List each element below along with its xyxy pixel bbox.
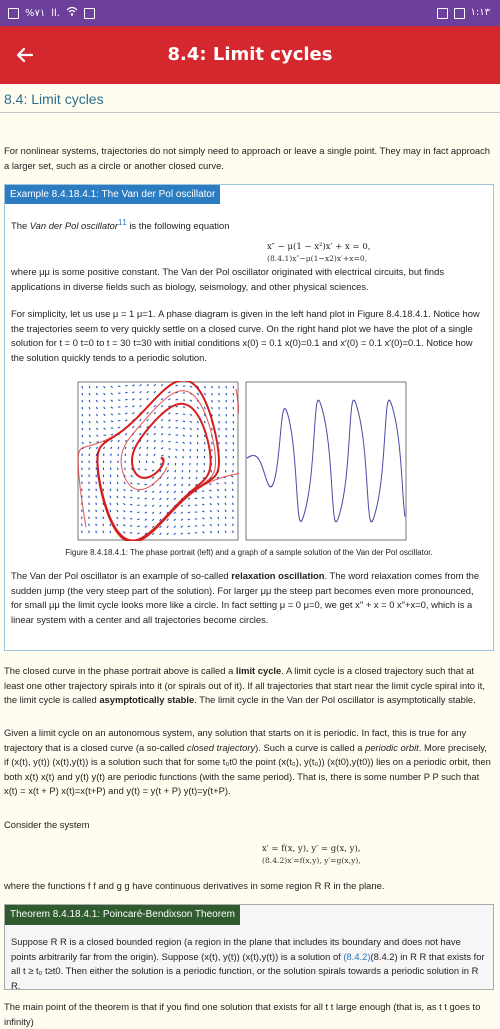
signal-text: ll. xyxy=(51,7,60,22)
theorem-box xyxy=(4,904,494,990)
periodic-orbit-paragraph: Given a limit cycle on an autonomous system, any solution that starts on it is periodic. In fact, this is true for any trajectory that is a closed curve (a so-called closed trajectory). Such a curve is called a periodic orbit. More precisely, if (x(t), y(t)) (x(t),y(t)) is a solution such that for some t₀t0 the point (x(t₀), y(t₀)) (x(t0),y(t0)) lies on a periodic orbit, then both x(t) x(t) and y(t) y(t) are periodic functions (with the same period). That is, there is some number P P such that x(t) = x(t + P) x(t)=x(t+P) and y(t) = y(t + P) y(t)=y(t+P). xyxy=(4,726,492,799)
functions-paragraph: where the functions f f and g g have continuous derivatives in some region R R in the plane. xyxy=(4,879,492,894)
autonomous-system-equation: x′ = f(x, y), y′ = g(x, y), (8.4.2)x′=f(x,y), y′=g(x,y), xyxy=(262,844,361,866)
notification-icon xyxy=(8,8,19,19)
gallery-icon xyxy=(454,8,465,19)
example-paragraph-3: For simplicity, let us use μ = 1 μ=1. A phase diagram is given in the left hand plot in Figure 8.4.18.4.1. Notice how the trajectories seem to very quickly settle on a closed curve. On the right hand plot we have the plot of a single solution for t = 0 t=0 to t = 30 t=30 with initial conditions x(0) = 0.1 x(0)=0.1 and x′(0) = 0.1 x′(0)=0.1. Notice how the solution quickly tends to a periodic solution. xyxy=(11,307,487,365)
figure xyxy=(77,381,407,541)
consider-system-text: Consider the system xyxy=(4,818,492,833)
theorem-header: Theorem 8.4.18.4.1: Poincaré-Bendixson Theorem xyxy=(5,905,240,925)
app-icon xyxy=(84,8,95,19)
sim-icon xyxy=(437,8,448,19)
phase-portrait-plot xyxy=(77,381,239,541)
theorem-discussion-text: The main point of the theorem is that if you find one solution that exists for all t t large enough (that is, as t t goes to infinity) xyxy=(4,1000,492,1029)
example-paragraph-2: where μμ is some positive constant. The Van der Pol oscillator originated with electrical circuits, but finds applications in diverse fields such as biology, seismology, and other physical sciences. xyxy=(11,265,487,294)
figure-caption: Figure 8.4.18.4.1: The phase portrait (left) and a graph of a sample solution of the Van der Pol oscillator. xyxy=(11,547,487,558)
footnote-link[interactable]: 1 xyxy=(122,218,126,227)
status-bar xyxy=(0,0,500,26)
intro-paragraph: For nonlinear systems, trajectories do not simply need to approach or leave a single point. They may in fact approach a larger set, such as a circle or another closed curve. xyxy=(4,144,492,173)
example-box xyxy=(4,184,494,651)
theorem-statement: Suppose R R is a closed bounded region (a region in the plane that includes its boundary and does not have points arbitrarily far from the origin). Suppose (x(t), y(t)) (x(t),y(t)) is a solution of (8.4.2)(8.4.2) in R R that exists for all t ≥ t₀ t≥t0. Then either the solution is a periodic function, or the solution spirals towards a periodic solution in R R. xyxy=(11,935,487,993)
equation-link[interactable]: (8.4.2) xyxy=(343,951,370,962)
example-paragraph-1: The Van der Pol oscillator$^{11}$ is the following equation xyxy=(11,216,487,234)
limit-cycle-paragraph: The closed curve in the phase portrait above is called a limit cycle. A limit cycle is a closed trajectory such that at least one other trajectory spirals into it (or spirals out of it). If all trajectories that start near the limit cycle spiral into it, the limit cycle is called asymptotically stable. The limit cycle in the Van der Pol oscillator is asymptotically stable. xyxy=(4,664,492,708)
page-title: 8.4: Limit cycles xyxy=(0,43,500,67)
app-bar xyxy=(0,26,500,84)
solution-plot xyxy=(245,381,407,541)
footnote-link[interactable]: 1 xyxy=(118,218,122,227)
section-heading: 8.4: Limit cycles xyxy=(4,90,104,108)
van-der-pol-equation: x″ − μ(1 − x²)x′ + x = 0, (8.4.1)x″−μ(1−x2)x′+x=0, xyxy=(267,242,370,264)
example-header: Example 8.4.18.4.1: The Van der Pol oscillator xyxy=(5,185,220,204)
wifi-icon xyxy=(66,6,78,22)
heading-divider xyxy=(0,112,500,113)
clock: ۱:۱۳ xyxy=(471,6,490,21)
example-paragraph-4: The Van der Pol oscillator is an example of so-called relaxation oscillation. The word relaxation comes from the sudden jump (the very steep part of the solution). For larger μμ the steep part becomes even more pronounced, for small μμ the limit cycle looks more like a circle. In fact setting μ = 0 μ=0, we get x″ + x = 0 x″+x=0, which is a linear system with a center and all trajectories become circles. xyxy=(11,569,487,627)
battery-percent: %۷۱ xyxy=(25,7,45,22)
